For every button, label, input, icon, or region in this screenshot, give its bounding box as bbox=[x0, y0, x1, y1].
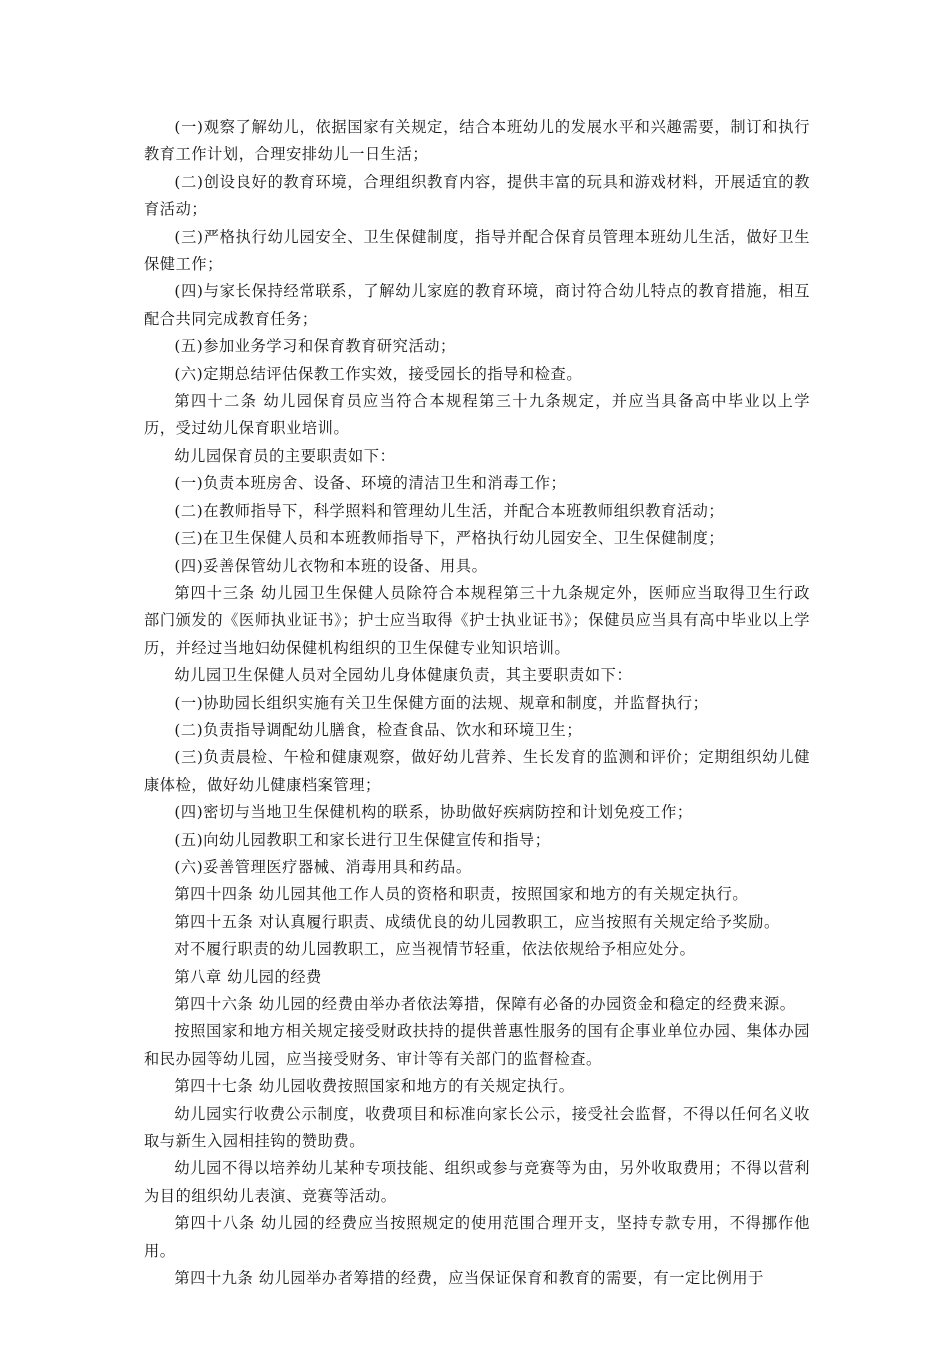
paragraph: (二)在教师指导下，科学照料和管理幼儿生活，并配合本班教师组织教育活动； bbox=[174, 501, 725, 520]
paragraph: (六)妥善管理医疗器械、消毒用具和药品。 bbox=[174, 857, 472, 876]
paragraph: (二)创设良好的教育环境，合理组织教育内容，提供丰富的玩具和游戏材料，开展适宜的教育活动； bbox=[144, 172, 810, 219]
article-paragraph: 第四十六条 幼儿园的经费由举办者依法筹措，保障有必备的办园资金和稳定的经费来源。 bbox=[174, 995, 796, 1013]
paragraph: 幼儿园保育员的主要职责如下： bbox=[174, 446, 396, 465]
article-paragraph: 第四十九条 幼儿园举办者筹措的经费，应当保证保育和教育的需要，有一定比例用于 bbox=[174, 1269, 764, 1288]
paragraph: (三)在卫生保健人员和本班教师指导下，严格执行幼儿园安全、卫生保健制度； bbox=[174, 529, 725, 548]
paragraph: 幼儿园实行收费公示制度，收费项目和标准向家长公示，接受社会监督，不得以任何名义收取与新生入园相挂钩的赞助费。 bbox=[144, 1104, 810, 1151]
article-paragraph: 第四十七条 幼儿园收费按照国家和地方的有关规定执行。 bbox=[174, 1077, 575, 1096]
paragraph: (二)负责指导调配幼儿膳食，检查食品、饮水和环境卫生； bbox=[174, 720, 583, 739]
article-paragraph: 第四十三条 幼儿园卫生保健人员除符合本规程第三十九条规定外，医师应当取得卫生行政部门颁发的《医师执业证书》；护士应当取得《护士执业证书》；保健员应当具有高中毕业以上学历，并经过当地妇幼保健机构组织的卫生保健专业知识培训。 bbox=[144, 583, 810, 657]
chapter-heading: 第八章 幼儿园的经费 bbox=[174, 967, 322, 986]
paragraph: (四)与家长保持经常联系，了解幼儿家庭的教育环境，商讨符合幼儿特点的教育措施，相互配合共同完成教育任务； bbox=[144, 282, 810, 328]
paragraph: (三)负责晨检、午检和健康观察，做好幼儿营养、生长发育的监测和评价；定期组织幼儿健康体检，做好幼儿健康档案管理； bbox=[144, 748, 810, 794]
paragraph: 按照国家和地方相关规定接受财政扶持的提供普惠性服务的国有企事业单位办园、集体办园和民办园等幼儿园，应当接受财务、审计等有关部门的监督检查。 bbox=[144, 1022, 810, 1068]
document-body bbox=[144, 114, 810, 1292]
paragraph: 对不履行职责的幼儿园教职工，应当视情节轻重，依法依规给予相应处分。 bbox=[174, 940, 696, 959]
article-paragraph: 第四十五条 对认真履行职责、成绩优良的幼儿园教职工，应当按照有关规定给予奖励。 bbox=[174, 912, 780, 931]
paragraph: (四)妥善保管幼儿衣物和本班的设备、用具。 bbox=[174, 556, 488, 575]
paragraph: (四)密切与当地卫生保健机构的联系，协助做好疾病防控和计划免疫工作； bbox=[174, 803, 693, 822]
paragraph: (一)观察了解幼儿，依据国家有关规定，结合本班幼儿的发展水平和兴趣需要，制订和执行教育工作计划，合理安排幼儿一日生活； bbox=[144, 118, 810, 164]
paragraph: (六)定期总结评估保教工作实效，接受园长的指导和检查。 bbox=[174, 364, 583, 383]
paragraph: (一)负责本班房舍、设备、环境的清洁卫生和消毒工作； bbox=[174, 474, 567, 493]
article-paragraph: 第四十四条 幼儿园其他工作人员的资格和职责，按照国家和地方的有关规定执行。 bbox=[174, 885, 749, 904]
article-paragraph: 第四十八条 幼儿园的经费应当按照规定的使用范围合理开支，坚持专款专用，不得挪作他用。 bbox=[144, 1214, 810, 1260]
paragraph: (五)向幼儿园教职工和家长进行卫生保健宣传和指导； bbox=[174, 830, 551, 849]
article-paragraph: 第四十二条 幼儿园保育员应当符合本规程第三十九条规定，并应当具备高中毕业以上学历，受过幼儿保育职业培训。 bbox=[144, 392, 810, 438]
paragraph: 幼儿园不得以培养幼儿某种专项技能、组织或参与竞赛等为由，另外收取费用；不得以营利为目的组织幼儿表演、竞赛等活动。 bbox=[144, 1159, 810, 1205]
paragraph: (五)参加业务学习和保育教育研究活动； bbox=[174, 337, 456, 356]
paragraph: (三)严格执行幼儿园安全、卫生保健制度，指导并配合保育员管理本班幼儿生活，做好卫生保健工作； bbox=[144, 227, 810, 274]
paragraph: 幼儿园卫生保健人员对全园幼儿身体健康负责，其主要职责如下： bbox=[174, 666, 633, 685]
paragraph: (一)协助园长组织实施有关卫生保健方面的法规、规章和制度，并监督执行； bbox=[174, 693, 709, 712]
